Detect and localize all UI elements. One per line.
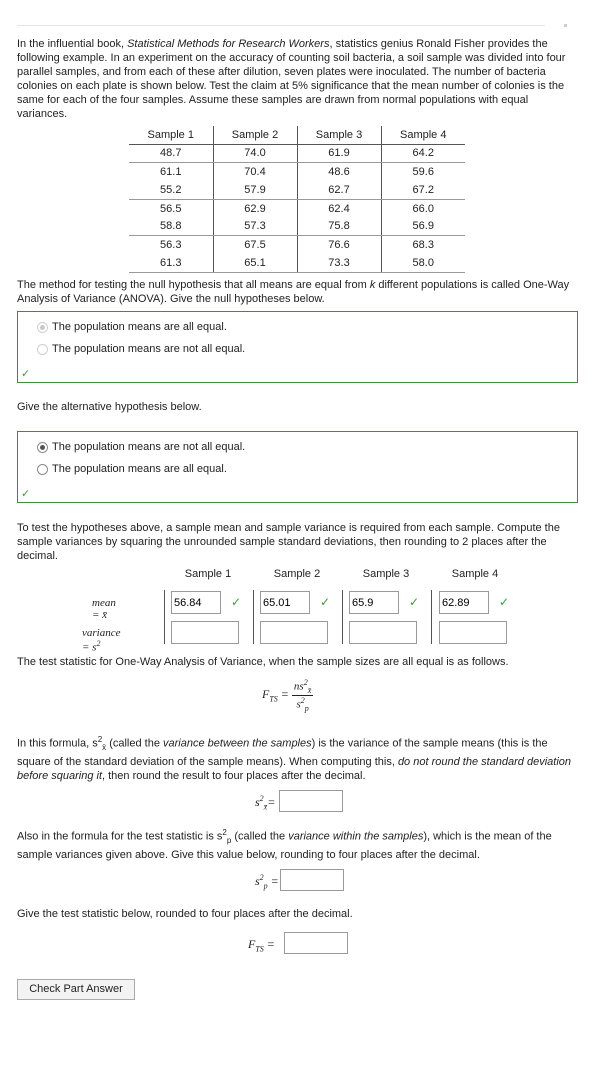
alt-hypothesis-prompt: Give the alternative hypothesis below. <box>17 401 202 413</box>
table-cell: 61.1 <box>160 165 182 178</box>
table-cell: 48.7 <box>129 144 213 162</box>
table-cell: 61.3 <box>129 254 213 272</box>
table-row <box>129 163 465 181</box>
table-cell: 64.2 <box>381 144 465 162</box>
table-row <box>129 254 465 272</box>
correct-check-icon: ✓ <box>231 595 242 609</box>
table-cell: 68.3 <box>381 236 465 254</box>
null-option-equal[interactable] <box>37 321 227 333</box>
radio-selected-icon[interactable] <box>37 322 48 333</box>
correct-check-icon: ✓ <box>21 488 31 500</box>
stats-col-header: Sample 4 <box>451 568 499 580</box>
top-divider <box>17 25 545 26</box>
test-statistic-input[interactable] <box>284 932 348 954</box>
check-part-answer-button[interactable]: Check Part Answer <box>17 979 135 1000</box>
table-row <box>129 144 465 162</box>
table-cell: 67.5 <box>213 236 297 254</box>
table-cell: 58.0 <box>381 254 465 272</box>
table-cell: 62.9 <box>213 199 297 217</box>
table-cell: 74.0 <box>213 144 297 162</box>
table-cell: 57.3 <box>213 217 297 235</box>
alt-option-equal[interactable] <box>37 463 227 475</box>
mean-input-sample-2[interactable] <box>260 591 310 614</box>
table-row <box>129 199 465 217</box>
table-cell: 55.2 <box>129 181 213 199</box>
variance-input-sample-2[interactable] <box>260 621 328 644</box>
table-cell: 56.3 <box>160 239 182 252</box>
table-cell: 62.7 <box>297 181 381 199</box>
table-cell: 76.6 <box>297 236 381 254</box>
option-label: The population means are not all equal. <box>52 343 246 355</box>
stats-col-header: Sample 1 <box>184 568 232 580</box>
final-prompt: Give the test statistic below, rounded to four places after the decimal. <box>17 908 353 920</box>
variance-input-sample-1[interactable] <box>171 621 239 644</box>
mean-row-label: mean = x̄ <box>92 597 116 621</box>
table-header: Sample 3 <box>297 126 381 144</box>
table-row <box>129 236 465 254</box>
stats-col-header: Sample 3 <box>362 568 410 580</box>
between-variance-text: In this formula, $s^2_{x̄}$ (called the variance between the samples) is the variance of the sample means (this is the square of the standard deviation of the sample means). When computing this, do not round the standard deviation before squaring it, then round the result to four places after the decimal. <box>17 735 572 782</box>
variance-input-sample-3[interactable] <box>349 621 417 644</box>
table-cell: 75.8 <box>297 217 381 235</box>
mean-input-sample-1[interactable] <box>171 591 221 614</box>
variance-instructions: To test the hypotheses above, a sample mean and sample variance is required from each sample. Compute the sample variances by squaring the unrounded sample standard deviations, then rounding to 2 places after the decimal. <box>17 522 560 562</box>
radio-selected-icon[interactable] <box>37 442 48 453</box>
correct-check-icon: ✓ <box>499 595 510 609</box>
table-cell: 56.5 <box>160 202 182 215</box>
table-cell: 58.8 <box>129 217 213 235</box>
mean-input-sample-3[interactable] <box>349 591 399 614</box>
alt-option-not-equal[interactable] <box>37 441 245 453</box>
sx-squared-label: $s^2_{x̄}=$ <box>255 794 276 812</box>
table-cell: 56.9 <box>381 217 465 235</box>
table-row <box>129 181 465 199</box>
fts-label: $F_{TS}$ = <box>248 937 275 954</box>
option-label: The population means are not all equal. <box>52 441 246 453</box>
mean-input-sample-4[interactable] <box>439 591 489 614</box>
variance-row-label: variance = $s^2$ <box>82 627 121 654</box>
table-cell: 66.0 <box>381 199 465 217</box>
radio-icon[interactable] <box>37 464 48 475</box>
bacteria-data-table <box>129 126 465 273</box>
table-cell: 61.9 <box>297 144 381 162</box>
table-cell: 67.2 <box>381 181 465 199</box>
within-variance-input[interactable] <box>280 869 344 891</box>
problem-intro: In the influential book, Statistical Methods for Research Workers, statistics genius Ronald Fisher provides the following example. In an experiment on the accuracy of counting soil bacteria, a soil sample was divided into four parallel samples, and from each of these after dilution, seven plates were inoculated. The number of bacteria colonies on each plate is shown below. Test the claim at 5% significance that the mean number of colonies is the same for each of the four samples. Assume these samples are drawn from normal populations with equal variances. <box>17 38 566 120</box>
table-cell: 59.6 <box>381 163 465 181</box>
table-cell: 57.9 <box>213 181 297 199</box>
top-corner-mark <box>564 24 567 27</box>
variance-input-sample-4[interactable] <box>439 621 507 644</box>
table-header: Sample 1 <box>129 126 213 144</box>
table-header: Sample 4 <box>381 126 465 144</box>
radio-icon[interactable] <box>37 344 48 355</box>
table-header: Sample 2 <box>213 126 297 144</box>
table-cell: 62.4 <box>297 199 381 217</box>
stats-col-header: Sample 2 <box>273 568 321 580</box>
null-option-not-equal[interactable] <box>37 343 245 355</box>
alt-hypothesis-answer-box <box>17 431 578 503</box>
correct-check-icon: ✓ <box>320 595 331 609</box>
null-hypothesis-answer-box <box>17 311 578 383</box>
test-stat-formula: $F_{TS}$ = $\frac{ns^2_{x̄}}{s^2_p}$ <box>262 678 312 713</box>
sp-squared-label: $s^2_p$ = <box>255 873 279 891</box>
between-variance-input[interactable] <box>279 790 343 812</box>
null-hypothesis-prompt: The method for testing the null hypothesis that all means are equal from k different populations is called One-Way Analysis of Variance (ANOVA). Give the null hypotheses below. <box>17 279 570 305</box>
within-variance-text: Also in the formula for the test statistic is $s^2_p$ (called the variance within the samples), which is the mean of the sample variances given above. Give this value below, rounding to four places after the decimal. <box>17 828 552 861</box>
table-cell: 65.1 <box>213 254 297 272</box>
table-row <box>129 217 465 235</box>
option-label: The population means are all equal. <box>52 463 227 475</box>
table-cell: 70.4 <box>213 163 297 181</box>
option-label: The population means are all equal. <box>52 321 227 333</box>
correct-check-icon: ✓ <box>409 595 420 609</box>
test-stat-intro: The test statistic for One-Way Analysis of Variance, when the sample sizes are all equal is as follows. <box>17 656 509 668</box>
correct-check-icon: ✓ <box>21 368 31 380</box>
table-cell: 48.6 <box>297 163 381 181</box>
table-cell: 73.3 <box>297 254 381 272</box>
